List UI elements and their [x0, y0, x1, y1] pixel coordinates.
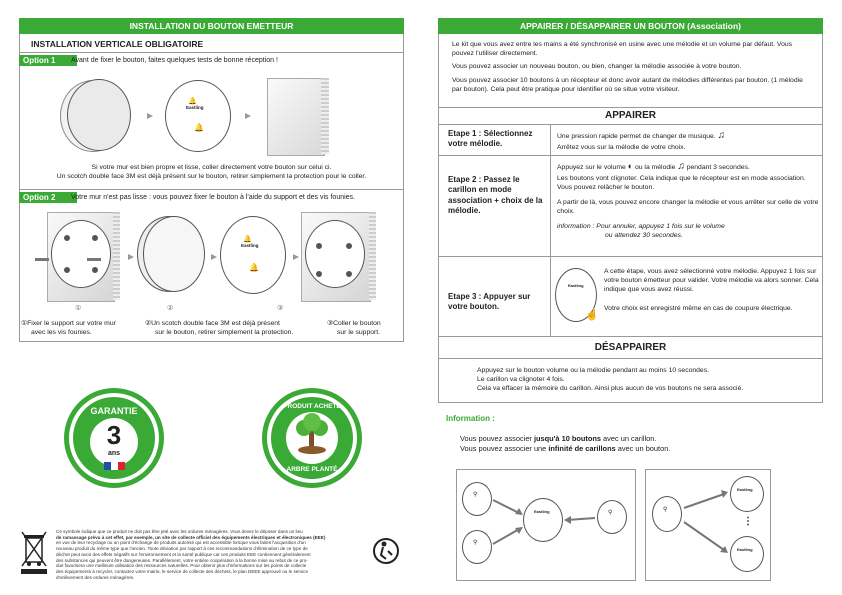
info1a: Vous pouvez associer — [460, 434, 534, 443]
many-buttons-diagram — [456, 469, 636, 581]
installation-subheader: INSTALLATION VERTICALE OBLIGATOIRE — [31, 39, 204, 49]
ellipsis-icon: ⋮ — [743, 516, 753, 527]
screw-hole — [64, 267, 70, 273]
etape2-p1d: Les boutons vont clignoter. Cela indique que le récepteur est en mode association. Vous pouvez relâcher le bouton. — [557, 174, 806, 191]
step-3-text — [327, 319, 403, 337]
step-1-text — [21, 319, 141, 337]
etape3-text — [604, 267, 819, 313]
button-front-illustration — [165, 80, 231, 152]
screw-hole — [92, 235, 98, 241]
step-2-text — [145, 319, 325, 337]
step-1-line2: avec les vis founies. — [31, 329, 92, 337]
screw-hole — [346, 271, 352, 277]
divider — [438, 107, 823, 108]
step-2-number: ② — [145, 320, 152, 327]
desappairer-title: DÉSAPPAIRER — [594, 342, 667, 353]
info-title: Information : — [446, 414, 495, 423]
arrow-icon — [128, 254, 134, 260]
info2b: infinité de carillons — [548, 443, 616, 453]
wall-edge — [369, 212, 376, 300]
recycle-line: de ramassage prévu à cet effet, par exemple, un site de collecte officiel des équipements électriques et électroniques (EEE) — [56, 534, 326, 540]
bell-icon: 🔔 — [194, 123, 204, 132]
hand-press-icon: ☝ — [585, 309, 599, 321]
step-3-line2: sur le support. — [337, 329, 381, 337]
arrow-icon — [457, 470, 637, 582]
wall-illustration — [267, 78, 325, 156]
warranty-unit: ans — [107, 450, 121, 457]
appairer-title: APPAIRER — [605, 110, 656, 121]
warranty-years: 3 — [106, 420, 122, 450]
screw-hole — [92, 267, 98, 273]
tree-badge — [260, 386, 364, 490]
option2-illustration — [25, 208, 395, 312]
desappairer-line: Appuyez sur le bouton volume ou la mélodie pendant au moins 10 secondes. — [477, 367, 710, 374]
pairing-header: APPAIRER / DÉSAPPAIRER UN BOUTON (Association) — [438, 18, 823, 34]
music-note-icon: ♫ — [717, 130, 726, 141]
tree-badge-bottom-text: ARBRE PLANTÉ — [286, 466, 338, 473]
divider — [19, 189, 404, 190]
arrow-icon — [211, 254, 217, 260]
option1-caption-line1: Si votre mur est bien propre et lisse, coller directement votre bouton sur celui ci. — [91, 164, 332, 171]
desappairer-line: Cela va effacer la mémoire du carillon. Ainsi plus aucun de vos boutons ne sera associé. — [477, 385, 744, 393]
option1-text: Avant de fixer le bouton, faites quelques tests de bonne réception ! — [71, 57, 278, 64]
etape3-p1: A cette étape, vous avez sélectionné votre mélodie. Appuyez 1 fois sur votre bouton émetteur pour valider. Votre mélodie va alors sonner. Cela indique que vous avez réussi. — [604, 268, 819, 294]
intro-paragraph: Vous pouvez associer un nouveau bouton, ou bien, changer la mélodie associée à votre bouton. — [452, 63, 742, 71]
etape1-label: Etape 1 : Sélectionnez votre mélodie. — [448, 129, 533, 149]
wall-edge — [113, 212, 120, 300]
button-node: ⚲ — [462, 530, 492, 564]
wall-edge — [321, 78, 329, 154]
divider — [438, 336, 823, 337]
brand-logo: Eastling — [241, 243, 259, 248]
step-2-line2: sur le bouton, retirer simplement la protection. — [155, 329, 294, 337]
recycle-line: duit favorisera une meilleure utilisation des ressources naturelles. Pour obtenir plus d'informations sur les points de collecte — [56, 563, 307, 569]
recycle-line: en vue de leur recyclage ou un point d'échange de produits autorisé qui est accessible lorsque vous faites l'acquisition d'un — [56, 540, 306, 546]
brand-logo: Eastling — [568, 283, 584, 288]
divider — [438, 256, 823, 257]
info1c: avec un carillon. — [601, 434, 657, 443]
brand-logo: Eastling — [737, 487, 753, 492]
etape1-text — [557, 129, 817, 152]
divider — [438, 358, 823, 359]
etape3-label: Etape 3 : Appuyer sur votre bouton. — [448, 292, 531, 312]
button-node: ⚲ — [462, 482, 492, 516]
weee-bin-icon — [19, 530, 49, 576]
info2c: avec un bouton. — [615, 443, 671, 453]
screw-hole — [346, 243, 352, 249]
recycle-line: d'enlèvement des ordures ménagères. — [56, 574, 135, 580]
etape2-p1b: ou la mélodie — [634, 164, 676, 171]
warranty-top-text: GARANTIE — [90, 406, 138, 416]
installation-header: INSTALLATION DU BOUTON EMETTEUR — [19, 18, 404, 34]
tree-seal-icon — [260, 386, 364, 490]
step-number-3: ③ — [277, 305, 284, 312]
option2-tag: Option 2 — [19, 192, 77, 203]
etape2-p1a: Appuyez sur le volume — [557, 164, 626, 171]
etape3-p2: Votre choix est enregistré même en cas de coupure électrique. — [604, 304, 793, 312]
screw-hole — [316, 271, 322, 277]
recycle-line: nouveau produit du même type que l'ancien. Toute déviation par rapport à ces recommandations d'élimination de ce type de — [56, 546, 308, 552]
recycle-notice — [56, 529, 368, 581]
recycle-line: des substances qui peuvent être dangereuses. Parallèlement, votre entière coopération à la bonne mise au rebut de ce pro- — [56, 557, 308, 563]
brand-logo: Eastling — [186, 105, 204, 110]
etape1-line1: Une pression rapide permet de changer de musique. — [557, 133, 716, 140]
button-back-illustration — [143, 216, 205, 292]
divider — [438, 155, 823, 156]
arrow-icon — [646, 470, 772, 582]
many-chimes-diagram — [645, 469, 771, 581]
step-number-2: ② — [167, 305, 174, 312]
option1-illustration — [55, 75, 345, 160]
intro-paragraph: Vous pouvez associer 10 boutons à un récepteur et donc avoir autant de mélodies différentes par bouton. (1 mélodie par bouton). Cela peut être pratique pour identifier où se situe votre visiteur. — [452, 76, 803, 93]
etape2-p2: A partir de là, vous pouvez encore changer la mélodie et vous arrêter sur celle de votre choix. — [557, 198, 819, 216]
support-illustration — [305, 220, 365, 288]
etape2-p3a: information : Pour annuler, appuyez 1 fois sur le volume — [557, 223, 725, 231]
music-note-icon: ♫ — [677, 161, 685, 172]
bell-icon: 🔔 — [243, 236, 252, 243]
screw-icon — [87, 258, 101, 261]
desappairer-text — [477, 366, 817, 394]
intro-paragraph: Le kit que vous avez entre les mains a été synchronisé en usine avec une mélodie et un volume par défaut. Vous pouvez l'utiliser directement. — [452, 41, 793, 58]
option1-caption-line2: Un scotch double face 3M est déjà présent sur le bouton, retirer simplement la protection pour le coller. — [56, 173, 367, 181]
button-node: ⚲ — [597, 500, 627, 534]
pairing-intro — [452, 40, 812, 94]
desappairer-line: Le carillon va clignoter 4 fois. — [477, 376, 565, 384]
option2-text: Votre mur n'est pas lisse : vous pouvez fixer le bouton à l'aide du support et des vis founies. — [71, 194, 355, 201]
arrow-icon — [245, 113, 251, 119]
brand-logo: Eastling — [737, 547, 753, 552]
step-1-line1: Fixer le support sur votre mur — [27, 320, 116, 327]
screw-hole — [316, 243, 322, 249]
step-2-line1: Un scotch double face 3M est déjà présent — [151, 320, 280, 327]
info2a: Vous pouvez associer une — [460, 443, 549, 453]
divider — [19, 52, 404, 53]
option1-tag: Option 1 — [19, 55, 77, 66]
etape2-p1c: pendant 3 secondes. — [686, 164, 750, 171]
step-3-line1: Coller le bouton — [333, 320, 381, 327]
etape1-line2: Arrêtez vous sur la mélodie de votre choix. — [557, 143, 686, 151]
etape2-text — [557, 160, 819, 241]
brand-logo: Eastling — [534, 509, 550, 514]
tree-badge-top-text: PRODUIT ACHETÉ — [283, 403, 341, 410]
etape2-label: Etape 2 : Passez le carillon en mode association + choix de la mélodie. — [448, 175, 543, 216]
support-illustration — [51, 220, 111, 288]
arrow-icon — [147, 113, 153, 119]
button-front-illustration — [220, 216, 286, 294]
arrow-icon — [293, 254, 299, 260]
screw-hole — [64, 235, 70, 241]
recycle-line: des équipements à recycler, contactez votre mairie, le service de collecte des déchets, le plan DEEE approuvé ou le service — [56, 569, 309, 575]
volume-icon: ◐ — [627, 161, 634, 171]
button-back-illustration — [67, 79, 131, 151]
divider — [438, 124, 823, 125]
screw-icon — [35, 258, 49, 261]
recycle-line: Ce symbole indique que ce produit ne doit pas être jeté avec les ordures ménagères. Vous devez le déposer dans un lieu — [56, 529, 303, 534]
info1b: jusqu'à 10 boutons — [533, 434, 601, 443]
warranty-badge — [62, 386, 166, 490]
step-number-1: ① — [75, 305, 82, 312]
button-node: ⚲ — [652, 496, 682, 532]
etape2-p3b: ou attendez 30 secondes. — [605, 232, 683, 240]
recycling-person-icon — [372, 537, 400, 565]
option1-caption — [19, 163, 404, 181]
recycle-line: déchet peut avoir des effets négatifs sur l'environnement et la santé publique car ces produits EEE contiennent généralement — [56, 551, 311, 557]
info-text — [460, 434, 810, 454]
bell-icon: 🔔 — [249, 263, 259, 272]
step-1-number: ① — [21, 320, 28, 327]
bell-icon: 🔔 — [188, 98, 197, 105]
step-3-number: ③ — [327, 320, 334, 327]
